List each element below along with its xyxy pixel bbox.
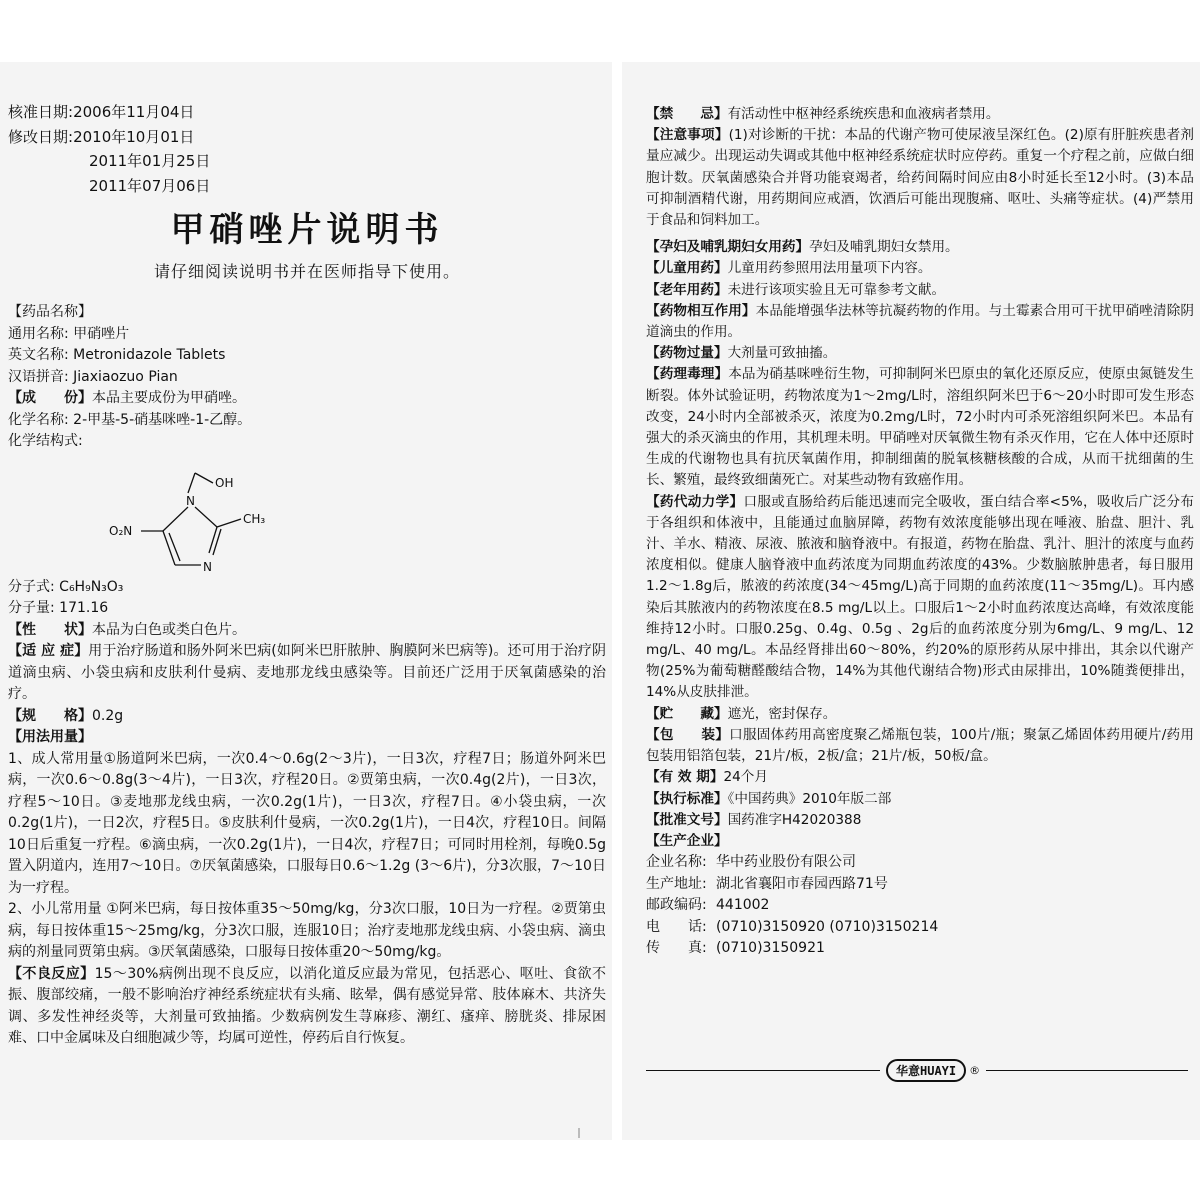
phone-label: 电 话:	[646, 918, 707, 935]
revision-date	[8, 125, 606, 150]
contraindications-label: 【禁 忌】	[646, 106, 728, 122]
bond	[195, 507, 217, 527]
standard-text: 《中国药典》2010年版二部	[727, 790, 892, 807]
chemical-structure-diagram	[93, 453, 313, 573]
document-subtitle: 请仔细阅读说明书并在医师指导下使用。	[153, 262, 460, 281]
contraindications-text: 有活动性中枢神经系统疾患和血液病者禁用。	[727, 106, 1000, 122]
indications-section	[8, 641, 606, 706]
approval-number-label: 【批准文号】	[646, 811, 728, 828]
pediatric-label: 【儿童用药】	[646, 260, 728, 277]
bond	[217, 519, 241, 527]
nitro-group-label: O₂N	[109, 523, 133, 538]
revision-date-value-1: 2010年10月01日	[73, 127, 195, 146]
nitrogen-bottom-label: N	[203, 559, 212, 573]
precautions-section	[646, 125, 1194, 231]
standard-label: 【执行标准】	[646, 790, 728, 807]
precautions-text: (1)对诊断的干扰：本品的代谢产物可使尿液呈深红色。(2)原有肝脏疾患者剂量应减少。出现运动失调或其他中枢神经系统症状时应停药。重复一个疗程之前，应做白细胞计数。厌氧菌感染合并肾功能衰竭者，给药间隔时间应由8小时延长至12小时。(3)本品可抑制酒精代谢，用药期间应戒酒，饮酒后可能出现腹痛、呕吐、头痛等症状。(4)严禁用于食品和饲料加工。	[646, 127, 1194, 229]
registered-mark: ®	[969, 1063, 981, 1077]
pregnancy-section	[646, 237, 1194, 258]
revision-date-value-2: 2011年01月25日	[89, 152, 211, 170]
fax-value: (0710)3150921	[716, 940, 825, 957]
ingredients-section	[8, 388, 606, 410]
bond	[163, 531, 175, 565]
interactions-label: 【药物相互作用】	[646, 302, 756, 319]
bond	[209, 527, 217, 553]
pregnancy-text: 孕妇及哺乳期妇女禁用。	[809, 239, 959, 256]
precautions-label: 【注意事项】	[646, 127, 729, 144]
overdose-text: 大剂量可致抽搐。	[727, 345, 837, 362]
spec-section	[8, 706, 606, 728]
dosage-adult: 1、成人常用量①肠道阿米巴病，一次0.4～0.6g(2～3片)，一日3次，疗程7日；肠道外阿米巴病，一次0.6～0.8g(3～4片)，一日3次，疗程20日。②贾第虫病，一次0.4g(2片)，一日3次，疗程5～10日。③麦地那龙线虫病，一次0.2g(1片)，一日3次，疗程7日。④小袋虫病，一次0.2g(1片)，一日2次，疗程5日。⑤皮肤利什曼病，一次0.2g(1片)，一日4次，疗程10日。间隔10日后重复一疗程。⑥滴虫病，一次0.2g(1片)，一日4次，疗程7日；可同时用栓剂，每晚0.5g置入阴道内，连用7～10日。⑦厌氧菌感染，口服每日0.6～1.2g (3～6片)，分3次服，7～10日为一疗程。	[8, 750, 606, 896]
appearance-section	[8, 620, 606, 642]
adverse-text: 15～30%病例出现不良反应，以消化道反应最为常见，包括恶心、呕吐、食欲不振、腹部绞痛，一般不影响治疗神经系统症状有头痛、眩晕，偶有感觉异常、肢体麻木、共济失调、多发性神经炎等，大剂量可致抽搐。少数病例发生荨麻疹、潮红、瘙痒、膀胱炎、排尿困难、口中金属味及白细胞减少等，均属可逆性，停药后自行恢复。	[8, 965, 606, 1046]
appearance-label: 【性 状】	[8, 621, 92, 638]
manufacturer-heading: 【生产企业】	[646, 832, 728, 849]
approval-date-label: 核准日期:	[8, 103, 74, 121]
fax-row	[646, 938, 1194, 960]
address-value: 湖北省襄阳市春园西路71号	[716, 875, 888, 892]
bond	[188, 473, 195, 493]
expiry-label: 【有 效 期】	[646, 769, 724, 786]
company-row	[646, 852, 1194, 874]
interactions-text: 本品能增强华法林等抗凝药物的作用。与土霉素合用可干扰甲硝唑清除阴道滴虫的作用。	[646, 302, 1195, 341]
company-value: 华中药业股份有限公司	[716, 854, 856, 871]
adverse-label: 【不良反应】	[8, 965, 95, 982]
pharmacology-text: 本品为硝基咪唑衍生物，可抑制阿米巴原虫的氧化还原反应，使原虫氮链发生断裂。体外试验证明，药物浓度为1～2mg/L时，溶组织阿米巴于6～20小时即可发生形态改变，24小时内全部被杀灭，浓度为0.2mg/L时，72小时内可杀死溶组织阿米巴。本品有强大的杀灭滴虫的作用，其机理未明。甲硝唑对厌氧微生物有杀灭作用，它在人体中还原时生成的代谢物也具有抗厌氧菌作用，抑制细菌的脱氧核糖核酸的合成，从而干扰细菌的生长、繁殖，最终致细菌死亡。对某些动物有致癌作用。	[646, 366, 1194, 489]
chemical-name: 化学名称: 2-甲基-5-硝基咪唑-1-乙醇。	[8, 411, 252, 428]
generic-name: 通用名称: 甲硝唑片	[8, 325, 130, 342]
bond	[195, 473, 213, 483]
scan-mark	[578, 1128, 580, 1138]
approval-number-section	[646, 810, 1194, 831]
hydroxyl-label: OH	[215, 475, 234, 490]
interactions-section	[646, 301, 1194, 343]
approval-date	[8, 100, 606, 125]
package-label: 【包 装】	[646, 726, 730, 743]
standard-section	[646, 789, 1194, 810]
approval-number-text: 国药准字H42020388	[727, 811, 862, 828]
pinyin-name: 汉语拼音: Jiaxiaozuo Pian	[8, 368, 178, 385]
postcode-value: 441002	[716, 897, 770, 914]
pediatric-section	[646, 258, 1194, 279]
brand-footer	[646, 1052, 1188, 1092]
indications-text: 用于治疗肠道和肠外阿米巴病(如阿米巴肝脓肿、胸膜阿米巴病等)。还可用于治疗阴道滴虫病、小袋虫病和皮肤利什曼病、麦地那龙线虫感染等。目前还广泛用于厌氧菌感染的治疗。	[8, 643, 607, 702]
storage-section	[646, 704, 1194, 725]
nitrogen-top-label: N	[186, 493, 195, 508]
revision-date-value-3: 2011年07月06日	[89, 176, 211, 195]
fax-label: 传 真:	[646, 940, 707, 957]
manufacturer-info	[646, 852, 1194, 960]
postcode-label: 邮政编码:	[646, 897, 707, 914]
storage-label: 【贮 藏】	[646, 705, 728, 722]
address-row	[646, 874, 1194, 896]
geriatric-text: 未进行该项实验且无可靠参考文献。	[727, 281, 946, 298]
pharmacokinetics-label: 【药代动力学】	[646, 493, 744, 510]
dosage-child: 2、小儿常用量 ①阿米巴病，每日按体重35～50mg/kg，分3次口服，10日为一疗程。②贾第虫病，每日按体重15～25mg/kg，分3次口服，连服10日；治疗麦地那龙线虫病、小袋虫病、滴虫病的剂量同贾第虫病。③厌氧菌感染，口服每日按体重20～50mg/kg。	[8, 901, 606, 960]
geriatric-label: 【老年用药】	[646, 281, 728, 298]
package-section	[646, 725, 1194, 767]
package-text: 口服固体药用高密度聚乙烯瓶包装，100片/瓶；聚氯乙烯固体药用硬片/药用包装用铝箔包装，21片/板，2板/盒；21片/板，50板/盒。	[646, 726, 1194, 765]
revision-date-label: 修改日期:	[8, 127, 74, 146]
page-gutter	[612, 62, 622, 1140]
pharmacokinetics-section	[646, 492, 1194, 704]
expiry-text: 24个月	[723, 769, 768, 786]
drug-name-heading: 【药品名称】	[8, 304, 92, 320]
address-label: 生产地址:	[646, 875, 707, 892]
approval-date-value: 2006年11月04日	[73, 103, 195, 121]
appearance-text: 本品为白色或类白色片。	[92, 621, 246, 638]
spec-text: 0.2g	[92, 707, 124, 724]
bond	[169, 533, 180, 561]
methyl-label: CH₃	[243, 511, 266, 526]
geriatric-section	[646, 280, 1194, 301]
pregnancy-label: 【孕妇及哺乳期妇女用药】	[646, 239, 810, 256]
adverse-section	[8, 964, 606, 1050]
indications-label: 【适 应 症】	[8, 643, 89, 659]
right-page	[622, 62, 1200, 1140]
spec-label: 【规 格】	[8, 707, 92, 724]
overdose-section	[646, 343, 1194, 364]
company-label: 企业名称:	[646, 854, 707, 871]
expiry-section	[646, 767, 1194, 788]
molecular-weight: 分子量: 171.16	[8, 600, 109, 616]
storage-text: 遮光，密封保存。	[727, 705, 837, 722]
ingredients-label: 【成 份】	[8, 390, 92, 406]
phone-value: (0710)3150920 (0710)3150214	[716, 918, 939, 935]
date-block	[8, 100, 606, 198]
pediatric-text: 儿童用药参照用法用量项下内容。	[727, 260, 932, 277]
document-title: 甲硝唑片说明书	[170, 210, 444, 250]
phone-row	[646, 917, 1194, 939]
bond	[163, 507, 188, 531]
overdose-label: 【药物过量】	[646, 345, 728, 362]
pharmacology-section	[646, 364, 1194, 491]
pharmacokinetics-text: 口服或直肠给药后能迅速而完全吸收，蛋白结合率<5%，吸收后广泛分布于各组织和体液中，且能通过血脑屏障，药物有效浓度能够出现在唾液、胎盘、胆汁、乳汁、羊水、精液、尿液、脓液和脑脊液中。有报道，药物在胎盘、乳汁、胆汁的浓度与血药浓度相似。健康人脑脊液中血药浓度为同期血药浓度的43%。少数脑脓肿患者，每日服用1.2～1.8g后，脓液的药浓度(34～45mg/L)高于同期的血药浓度(11～35mg/L)。耳内感染后其脓液内的药物浓度在8.5 mg/L以上。口服后1～2小时血药浓度达高峰，有效浓度能维持12小时。口服0.25g、0.4g、0.5g 、2g后的血药浓度分别为6mg/L、9 mg/L、12 mg/L、40 mg/L。本品经肾排出60～80%，约20%的原形药从尿中排出，其余以代谢产物(25%为葡萄糖醛酸结合物，14%为其他代谢结合物)形式由尿排出，10%随粪便排出，14%从皮肤排泄。	[646, 493, 1194, 701]
left-page	[0, 62, 612, 1140]
dosage-heading: 【用法用量】	[8, 729, 92, 745]
english-name: 英文名称: Metronidazole Tablets	[8, 347, 226, 363]
chemical-structure-label: 化学结构式:	[8, 433, 83, 449]
bond	[213, 529, 221, 555]
molecular-formula: 分子式: C₆H₉N₃O₃	[8, 578, 124, 595]
brand-logo-text: 华意HUAYI	[886, 1059, 966, 1082]
pharmacology-label: 【药理毒理】	[646, 366, 729, 383]
ingredients-text: 本品主要成份为甲硝唑。	[92, 390, 246, 406]
postcode-row	[646, 895, 1194, 917]
huayi-logo	[880, 1058, 986, 1082]
contraindications-section	[646, 104, 1194, 125]
